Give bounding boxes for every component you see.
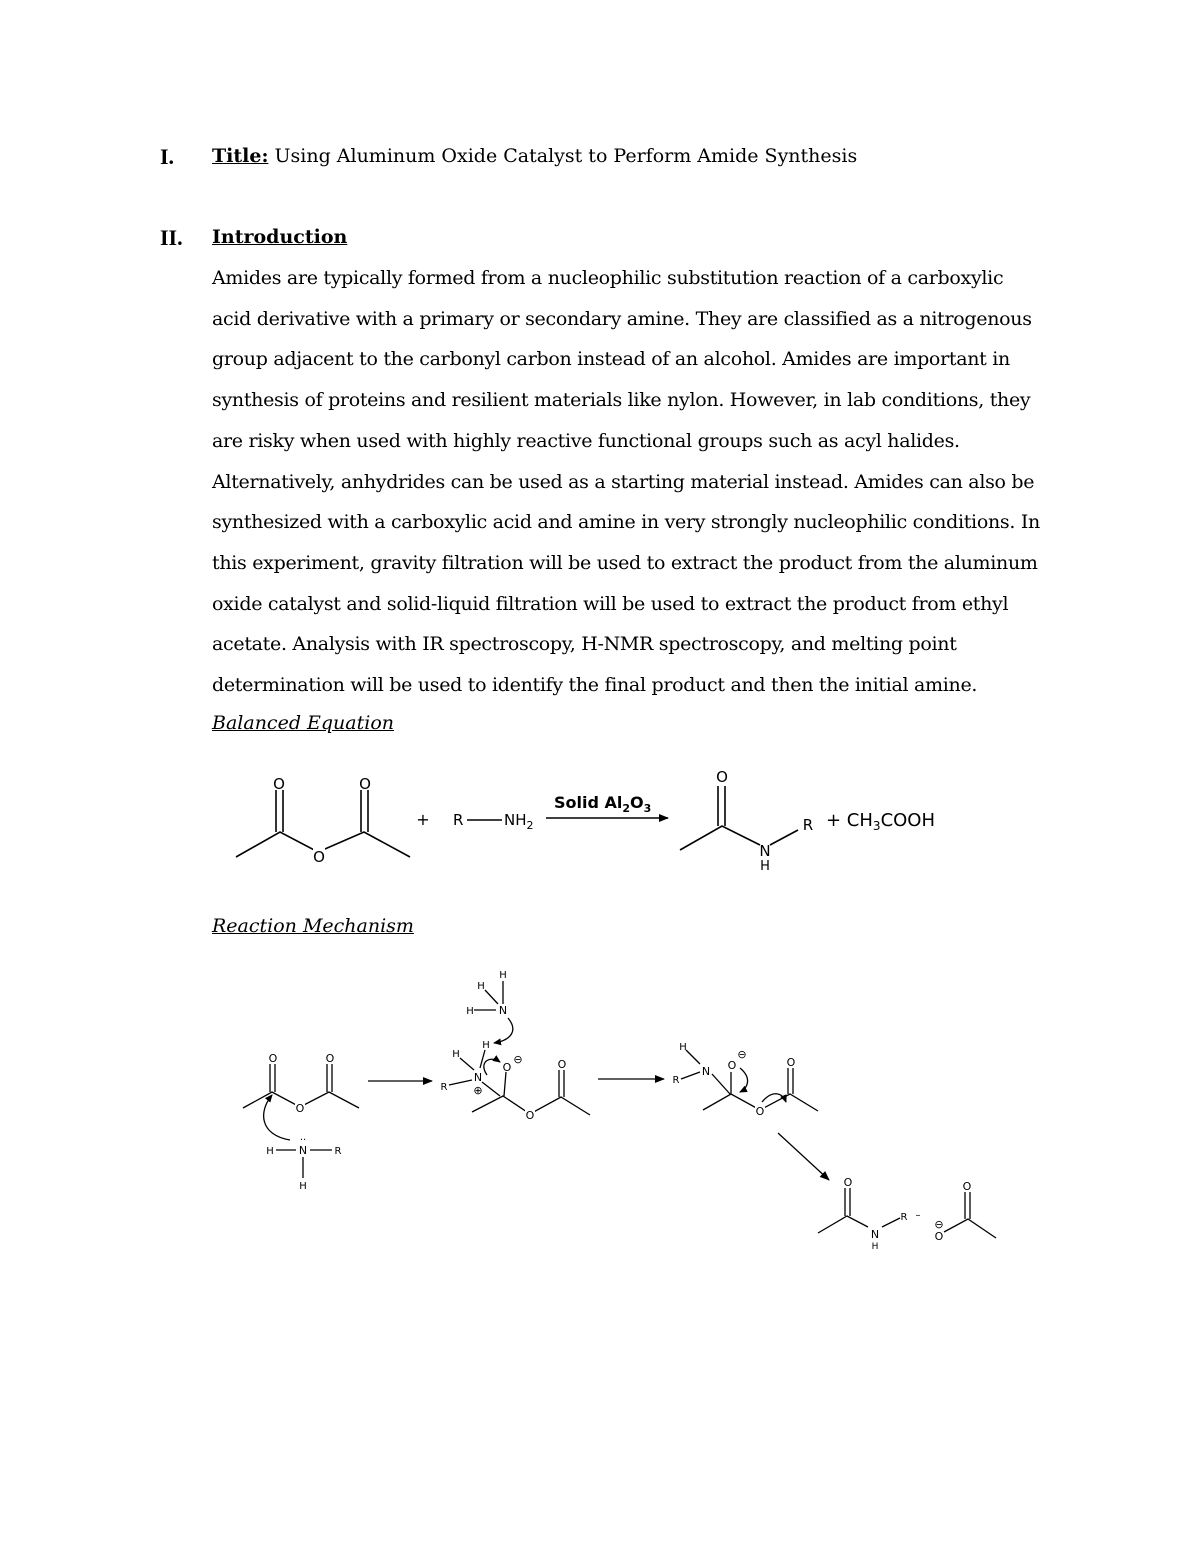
section-1-numeral: I. <box>160 144 175 169</box>
mech-positive-charge: ⊕ <box>473 1084 483 1097</box>
amide-n-h: H <box>760 859 770 874</box>
mech-n: N <box>498 1004 508 1017</box>
mech-h: H <box>871 1242 879 1252</box>
anhydride-carbonyl-o-right: O <box>359 775 371 793</box>
section-2-numeral: II. <box>160 225 183 250</box>
mech-n: N <box>298 1144 308 1157</box>
mech-lone-pair: ·· <box>299 1135 307 1146</box>
mech-o: O <box>525 1109 535 1122</box>
intro-line: determination will be used to identify the final product and then the initial amine. <box>212 674 978 697</box>
mech-h: H <box>266 1146 274 1157</box>
mech-h: H <box>299 1181 307 1192</box>
mech-o: O <box>755 1105 765 1118</box>
mech-o: O <box>786 1056 796 1069</box>
intro-line: are risky when used with highly reactive functional groups such as acyl halides. <box>212 429 960 452</box>
mech-negative-charge: ⊖ <box>934 1218 944 1231</box>
plus-sign: + <box>416 810 430 829</box>
catalyst-label: Solid $Al_2O_3$ <box>554 793 652 815</box>
amide-product-structure <box>680 786 798 850</box>
intro-line: Amides are typically formed from a nucleophilic substitution reaction of a carboxylic <box>212 267 1004 289</box>
mech-o: O <box>843 1176 853 1189</box>
title-text: Using Aluminum Oxide Catalyst to Perform Amide Synthesis <box>268 145 858 167</box>
balanced-equation-heading: Balanced Equation <box>212 712 395 734</box>
intro-line: this experiment, gravity filtration will be used to extract the product from the aluminum <box>212 551 1038 574</box>
mech-negative-charge: ⊖ <box>737 1048 747 1061</box>
amide-carbonyl-o: O <box>716 768 728 786</box>
intro-line: synthesis of proteins and resilient materials like nylon. However, in lab conditions, they <box>212 389 1031 412</box>
intro-line: Alternatively, anhydrides can be used as a starting material instead. Amides can also be <box>212 470 1035 493</box>
mech-r: R <box>440 1082 448 1093</box>
amine-structure <box>453 811 534 832</box>
balanced-equation-diagram <box>236 768 935 874</box>
mechanism-arrow-3 <box>778 1133 829 1180</box>
mech-h: H <box>466 1006 474 1017</box>
title-label: Title: <box>212 145 269 167</box>
byproduct-acetic-acid: + $CH_3COOH$ <box>826 810 936 833</box>
intro-line: group adjacent to the carbonyl carbon instead of an alcohol. Amides are important in <box>212 348 1010 371</box>
mechanism-amide-product <box>818 1188 900 1233</box>
mech-o: O <box>325 1052 335 1065</box>
mech-h: H <box>482 1040 490 1051</box>
mech-n: N <box>473 1071 483 1084</box>
mech-n: N <box>701 1065 711 1078</box>
mech-o: O <box>295 1102 305 1115</box>
reaction-mechanism-heading: Reaction Mechanism <box>212 915 414 937</box>
intro-line: synthesized with a carboxylic acid and amine in very strongly nucleophilic conditions. In <box>212 511 1040 534</box>
mech-o: O <box>934 1230 944 1243</box>
mech-minus: – <box>915 1210 921 1221</box>
anhydride-bridge-o: O <box>313 848 325 866</box>
mech-h: H <box>679 1042 687 1053</box>
nucleophilic-attack-arrow <box>264 1095 290 1140</box>
mech-h: H <box>452 1049 460 1060</box>
intro-line: acid derivative with a primary or secondary amine. They are classified as a nitrogenous <box>212 307 1032 330</box>
anhydride-carbonyl-o-left: O <box>273 775 285 793</box>
mech-r: R <box>334 1146 342 1157</box>
amine-r: R <box>453 811 464 829</box>
mech-o: O <box>557 1058 567 1071</box>
amide-n: N <box>759 842 771 860</box>
deprotonation-arrow <box>494 1018 513 1043</box>
mech-r: R <box>672 1075 680 1086</box>
intro-line: acetate. Analysis with IR spectroscopy, H-NMR spectroscopy, and melting point <box>212 633 957 656</box>
mech-o: O <box>502 1061 512 1074</box>
mech-h: H <box>477 981 485 992</box>
introduction-heading: Introduction <box>212 226 348 248</box>
mech-n: N <box>870 1228 880 1241</box>
intro-line: oxide catalyst and solid-liquid filtration will be used to extract the product from ethyl <box>212 592 1009 615</box>
amide-r: R <box>802 816 814 834</box>
mech-o: O <box>962 1180 972 1193</box>
mechanism-neutral-intermediate <box>681 1050 818 1111</box>
mech-o: O <box>268 1052 278 1065</box>
amine-nh2: $NH_2$ <box>504 811 534 832</box>
mech-r: R <box>900 1212 908 1223</box>
mech-h: H <box>499 970 507 981</box>
mechanism-acetate-product <box>944 1192 996 1238</box>
reaction-mechanism-diagram <box>243 970 996 1252</box>
mech-o: O <box>727 1059 737 1072</box>
mech-negative-charge: ⊖ <box>513 1053 523 1066</box>
